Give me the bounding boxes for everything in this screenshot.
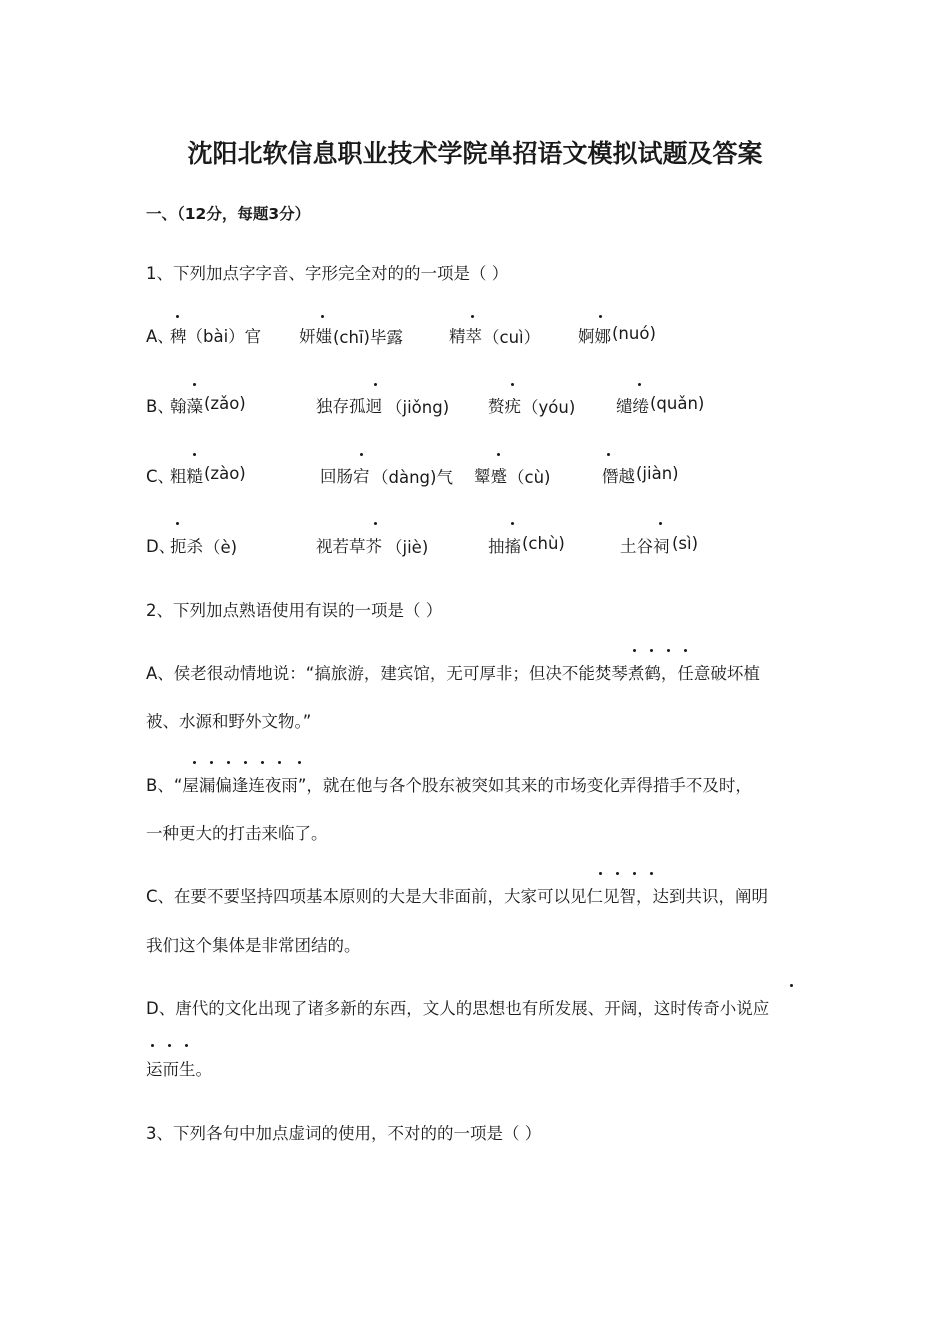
option-word: 视若草芥 [316,537,382,556]
option-label: B、 [146,397,174,416]
emphasis-dot [261,761,264,764]
option-word: 缱绻 [616,397,649,416]
emphasis-dot [650,649,653,652]
emphasis-dot [638,383,641,386]
emphasis-dot [227,761,230,764]
option-pinyin: （jiǒng) [386,398,450,417]
q2-option-d-line2: 运而生。 [146,1060,212,1079]
q2-option-b-line2: 一种更大的打击来临了。 [146,824,328,843]
option-label: C、 [146,467,175,486]
emphasis-dot [511,522,514,525]
emphasis-dot [374,522,377,525]
emphasis-dot [185,1044,188,1047]
option-word: 颦蹙 [474,467,507,486]
q2-option-c-line1: C、在要不要坚持四项基本原则的大是大非面前，大家可以见仁见智，达到共识，阐明 [146,887,769,906]
option-pinyin: （jiè) [386,538,429,557]
q2-option-c-line2: 我们这个集体是非常团结的。 [146,936,361,955]
question-1-stem: 1、下列加点字字音、字形完全对的的一项是（ ） [146,264,509,283]
emphasis-dot [193,383,196,386]
page-title: 沈阳北软信息职业技术学院单招语文模拟试题及答案 [187,139,763,168]
q2-option-d-line1: D、唐代的文化出现了诸多新的东西，文人的思想也有所发展、开阔，这时传奇小说应 [146,999,770,1018]
option-pinyin: (jiàn) [636,464,679,483]
emphasis-dot [599,315,602,318]
option-pinyin: （cuì） [483,328,541,347]
option-pinyin: (chù) [522,534,565,553]
emphasis-dot [244,761,247,764]
option-pinyin: (quǎn) [650,394,705,413]
question-3-stem: 3、下列各句中加点虚词的使用，不对的的一项是（ ） [146,1124,542,1143]
option-pinyin: (sì) [672,534,699,553]
emphasis-dot [633,872,636,875]
emphasis-dot [684,649,687,652]
option-word: 僭越 [602,467,635,486]
section-heading: 一、（12分，每题3分） [146,205,311,223]
emphasis-dot [168,1044,171,1047]
emphasis-dot [511,383,514,386]
option-label: D、 [146,537,176,556]
option-word: 翰藻 [170,397,203,416]
emphasis-dot [607,453,610,456]
emphasis-dot [616,872,619,875]
emphasis-dot [193,761,196,764]
emphasis-dot [497,453,500,456]
option-word: 稗（bài）官 [170,327,262,346]
option-word: 扼杀 [170,537,203,556]
option-word: 回肠宕 [320,467,370,486]
emphasis-dot [298,761,301,764]
emphasis-dot [176,315,179,318]
emphasis-dot [633,649,636,652]
emphasis-dot [659,522,662,525]
emphasis-dot [210,761,213,764]
option-pinyin: （cù) [508,468,551,487]
emphasis-dot [321,315,324,318]
emphasis-dot [193,453,196,456]
option-label: A、 [146,327,174,346]
question-2-stem: 2、下列加点熟语使用有误的一项是（ ） [146,601,443,620]
option-word: 精萃 [449,327,482,346]
emphasis-dot [374,383,377,386]
emphasis-dot [667,649,670,652]
option-word: 妍媸 [299,327,332,346]
option-word: 土谷祠 [620,537,670,556]
option-word: 独存孤迥 [316,397,382,416]
emphasis-dot [278,761,281,764]
option-pinyin: （è) [204,538,238,557]
option-word: 赘疣 [488,397,521,416]
option-pinyin: (zǎo) [204,394,246,413]
emphasis-dot [790,984,793,987]
emphasis-dot [151,1044,154,1047]
emphasis-dot [599,872,602,875]
option-pinyin: （yóu) [522,398,576,417]
option-word: 粗糙 [170,467,203,486]
emphasis-dot [650,872,653,875]
option-pinyin: (chī)毕露 [333,328,403,347]
q2-option-a-line1: A、侯老很动情地说：“搞旅游，建宾馆，无可厚非；但决不能焚琴煮鹤，任意破坏植 [146,664,760,683]
option-word: 抽搐 [488,537,521,556]
option-pinyin: （dàng)气 [372,468,453,487]
q2-option-b-line1: B、“屋漏偏逢连夜雨”，就在他与各个股东被突如其来的市场变化弄得措手不及时， [146,776,752,795]
emphasis-dot [176,522,179,525]
option-pinyin: (zào) [204,464,246,483]
option-word: 婀娜 [578,327,611,346]
option-pinyin: (nuó) [612,324,656,343]
emphasis-dot [471,315,474,318]
emphasis-dot [360,453,363,456]
q2-option-a-line2: 被、水源和野外文物。” [146,712,312,731]
